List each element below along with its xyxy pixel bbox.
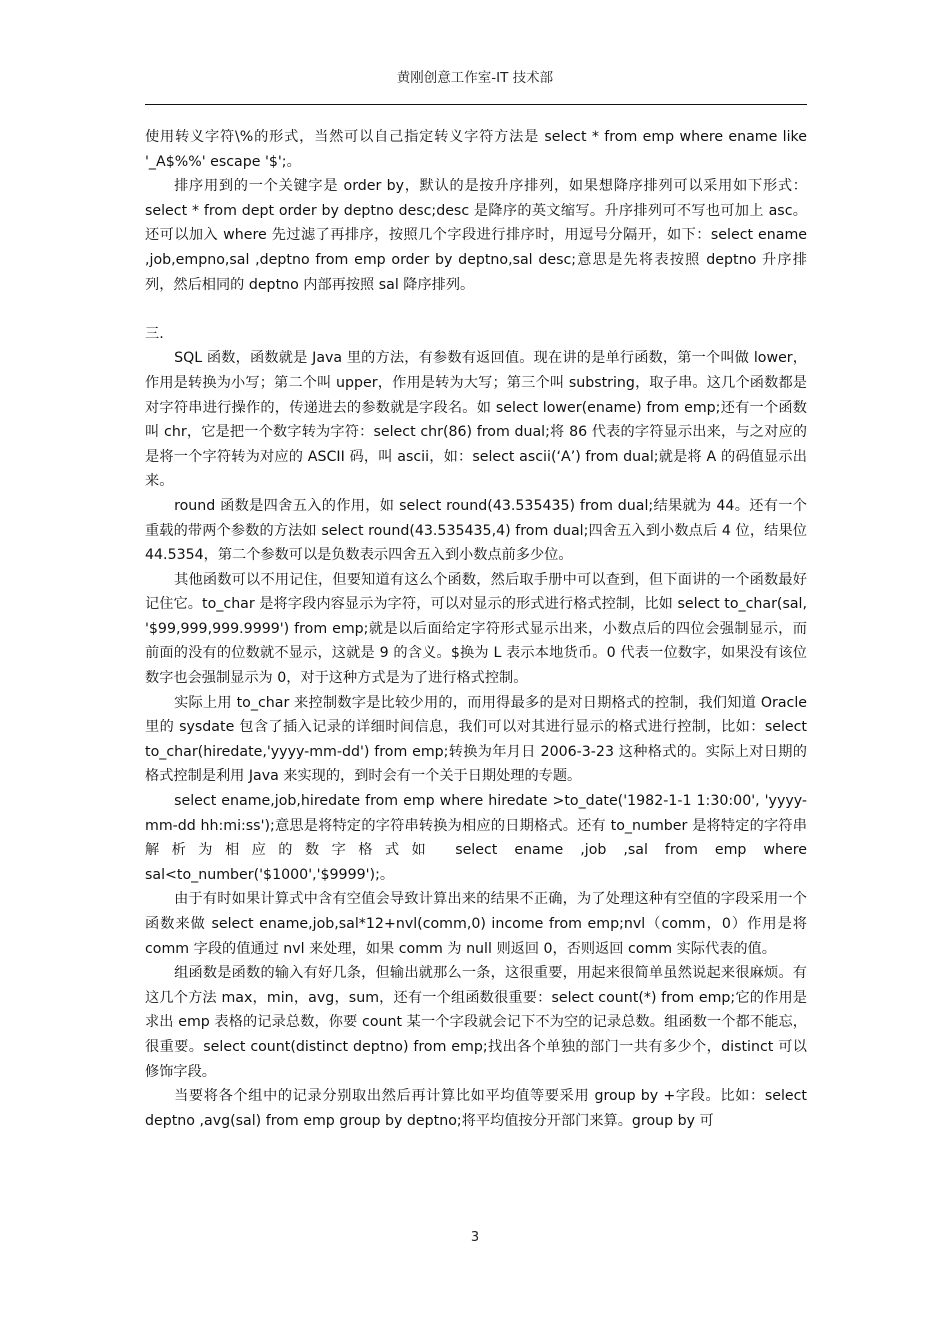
page-number: 3 bbox=[470, 1230, 480, 1245]
header-rule bbox=[145, 104, 807, 105]
paragraph-order-by: 排序用到的一个关键字是 order by，默认的是按升序排列，如果想降序排列可以采用如下形式：select * from dept order by deptno desc;desc 是降序的英文缩写。升序排列可不写也可加上 asc。还可以加入 where 先过滤了再排序，按照几个字段进行排序时，用逗号分隔开，如下：select ename ,job,empno,sal ,deptno from emp order by deptno,sal desc;意思是先将表按照 deptno 升序排列，然后相同的 deptno 内部再按照 sal 降序排列。 bbox=[145, 178, 807, 293]
document-body bbox=[145, 125, 807, 1133]
paragraph-nvl: 由于有时如果计算式中含有空值会导致计算出来的结果不正确，为了处理这种有空值的字段采用一个函数来做 select ename,job,sal*12+nvl(comm,0) income from emp;nvl（comm，0）作用是将 comm 字段的值通过 nvl 来处理，如果 comm 为 null 则返回 0，否则返回 comm 实际代表的值。 bbox=[145, 891, 807, 957]
paragraph-date-format: 实际上用 to_char 来控制数字是比较少用的，而用得最多的是对日期格式的控制，我们知道 Oracle 里的 sysdate 包含了插入记录的详细时间信息，我们可以对其进行显示的格式进行控制，比如：select to_char(hiredate,'yyyy-mm-dd') from emp;转换为年月日 2006-3-23 这种格式的。实际上对日期的格式控制是利用 Java 来实现的，到时会有一个关于日期处理的专题。 bbox=[145, 694, 807, 785]
blank-line bbox=[145, 297, 807, 322]
paragraph-round: round 函数是四舍五入的作用，如 select round(43.535435) from dual;结果就为 44。还有一个重载的带两个参数的方法如 select round(43.535435,4) from dual;四舍五入到小数点后 4 位，结果位 44.5354，第二个参数可以是负数表示四舍五入到小数点前多少位。 bbox=[145, 497, 807, 564]
section-heading: 三. bbox=[145, 325, 164, 342]
paragraph-group-functions: 组函数是函数的输入有好几条，但输出就那么一条，这很重要，用起来很简单虽然说起来很麻烦。有这几个方法 max，min，avg，sum，还有一个组函数很重要：select count(*) from emp;它的作用是求出 emp 表格的记录总数，你要 count 某一个字段就会记下不为空的记录总数。组函数一个都不能忘，很重要。select count(distinct deptno) from emp;找出各个单独的部门一共有多少个，distinct 可以修饰字段。 bbox=[145, 965, 807, 1080]
paragraph-group-by: 当要将各个组中的记录分别取出然后再计算比如平均值等要采用 group by +字段。比如：select deptno ,avg(sal) from emp group by deptno;将平均值按分开部门来算。group by 可 bbox=[145, 1088, 807, 1129]
paragraph-to-date: select ename,job,hiredate from emp where hiredate >to_date('1982-1-1 1:30:00', 'yyyy-mm-dd hh:mi:ss');意思是将特定的字符串转换为相应的日期格式。还有 to_number 是将特定的字符串解析为相应的数字格式如 select ename ,job ,sal from emp where sal<to_number('$1000','$9999');。 bbox=[145, 793, 807, 883]
header-title: 黄刚创意工作室-IT 技术部 bbox=[396, 70, 554, 86]
paragraph-sql-functions: SQL 函数，函数就是 Java 里的方法，有参数有返回值。现在讲的是单行函数，第一个叫做 lower，作用是转换为小写；第二个叫 upper，作用是转为大写；第三个叫 substring，取子串。这几个函数都是对字符串进行操作的，传递进去的参数就是字段名。如 select lower(ename) from emp;还有一个函数叫 chr，它是把一个数字转为字符：select chr(86) from dual;将 86 代表的字符显示出来，与之对应的是将一个字符转为对应的 ASCII 码，叫 ascii，如：select ascii(‘A’) from dual;就是将 A 的码值显示出来。 bbox=[145, 350, 807, 490]
paragraph-escape-char: 使用转义字符\%的形式，当然可以自己指定转义字符方法是 select * from emp where ename like '_A$%%' escape '$';。 bbox=[145, 129, 807, 170]
paragraph-to-char: 其他函数可以不用记住，但要知道有这么个函数，然后取手册中可以查到，但下面讲的一个函数最好记住它。to_char 是将字段内容显示为字符，可以对显示的形式进行格式控制，比如 select to_char(sal, '$99,999,999.9999') from emp;就是以后面给定字符形式显示出来，小数点后的四位会强制显示，而前面的没有的位数就不显示，这就是 9 的含义。$换为 L 表示本地货币。0 代表一位数字，如果没有该位数字也会强制显示为 0，对于这种方式是为了进行格式控制。 bbox=[145, 571, 807, 687]
